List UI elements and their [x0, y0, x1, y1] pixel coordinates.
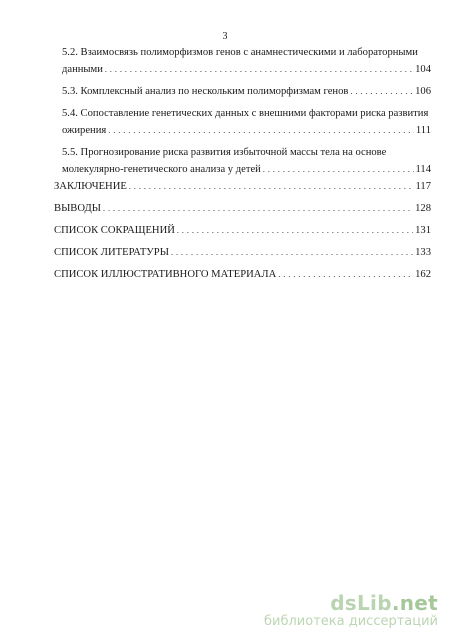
- toc-entry-page: 106: [415, 86, 431, 97]
- toc-entry-page: 104: [415, 64, 431, 75]
- toc-entry-title: ЗАКЛЮЧЕНИЕ: [54, 181, 127, 192]
- toc-entry-title: 5.2. Взаимосвязь полиморфизмов генов с анамнестическими и лабораторными: [62, 47, 418, 58]
- toc-entry-illustrations: [54, 266, 431, 283]
- toc-entry-references: [54, 244, 431, 261]
- toc-entry-conclusion: [54, 178, 431, 195]
- toc-entry-page: 114: [415, 164, 431, 175]
- toc-entry-title: 5.4. Сопоставление генетических данных с внешними факторами риска развития: [62, 108, 429, 119]
- dot-leader: [171, 244, 413, 261]
- toc-entry-title: СПИСОК СОКРАЩЕНИЙ: [54, 225, 175, 236]
- toc-entry-page: 133: [415, 247, 431, 258]
- toc-entry-title: 5.3. Комплексный анализ по нескольким полиморфизмам генов: [62, 86, 349, 97]
- toc-entry-title: ВЫВОДЫ: [54, 203, 101, 214]
- dot-leader: [105, 61, 413, 78]
- toc-entry-title-cont: молекулярно-генетического анализа у детей: [62, 164, 261, 175]
- toc-entry-title: 5.5. Прогнозирование риска развития избыточной массы тела на основе: [62, 147, 387, 158]
- toc-entry-page: 128: [415, 203, 431, 214]
- watermark-logo: dsLib.net: [330, 591, 438, 615]
- toc-entry-abbreviations: [54, 222, 431, 239]
- toc-entry-5-4: [54, 105, 431, 139]
- toc-entry-5-2: [54, 44, 431, 78]
- toc-entry-page: 131: [415, 225, 431, 236]
- toc-entry-title: СПИСОК ИЛЛЮСТРАТИВНОГО МАТЕРИАЛА: [54, 269, 277, 280]
- page-number: 3: [222, 31, 228, 42]
- dot-leader: [278, 266, 413, 283]
- toc-entry-5-3: [54, 83, 431, 100]
- toc-entry-page: 117: [415, 181, 431, 192]
- dot-leader: [263, 161, 414, 178]
- toc-entry-title-cont: ожирения: [62, 125, 107, 136]
- dot-leader: [129, 178, 414, 195]
- toc-entry-findings: [54, 200, 431, 217]
- toc-entry-title-cont: данными: [62, 64, 103, 75]
- toc-entry-5-5: [54, 144, 431, 178]
- dot-leader: [177, 222, 413, 239]
- toc-entry-title: СПИСОК ЛИТЕРАТУРЫ: [54, 247, 169, 258]
- watermark-subtitle: библиотека диссертаций: [264, 614, 438, 629]
- dot-leader: [103, 200, 413, 217]
- dot-leader: [108, 122, 414, 139]
- table-of-contents: [54, 44, 431, 283]
- toc-entry-page: 111: [415, 125, 431, 136]
- dot-leader: [350, 83, 413, 100]
- toc-entry-page: 162: [415, 269, 431, 280]
- watermark: [264, 592, 438, 629]
